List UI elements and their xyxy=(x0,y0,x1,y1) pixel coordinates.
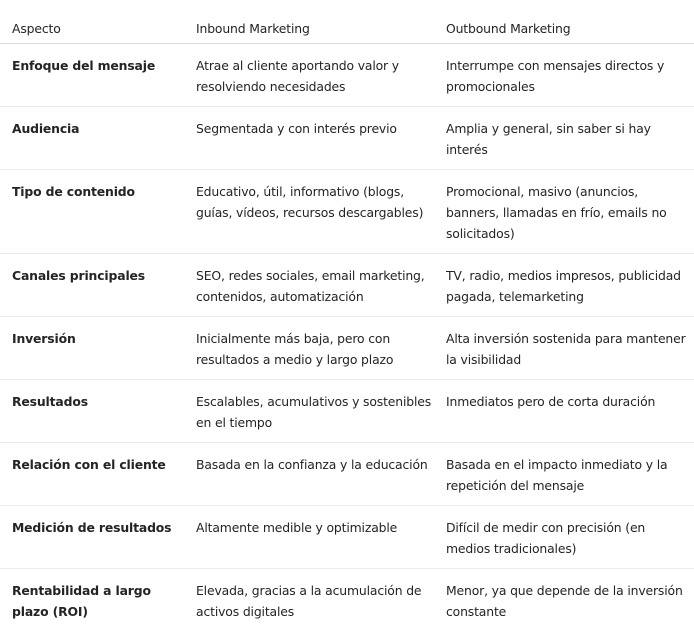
header-outbound: Outbound Marketing xyxy=(445,8,694,44)
table-row xyxy=(0,44,694,107)
row-outbound-cell: TV, radio, medios impresos, publicidad pagada, telemarketing xyxy=(445,254,694,317)
row-aspect-cell: Inversión xyxy=(0,317,195,380)
table-row xyxy=(0,380,694,443)
row-inbound-cell: Segmentada y con interés previo xyxy=(195,107,445,170)
row-aspect-cell: Audiencia xyxy=(0,107,195,170)
row-outbound-cell: Amplia y general, sin saber si hay interés xyxy=(445,107,694,170)
row-outbound-cell: Interrumpe con mensajes directos y promocionales xyxy=(445,44,694,107)
row-outbound-cell: Inmediatos pero de corta duración xyxy=(445,380,694,443)
table-row xyxy=(0,254,694,317)
row-outbound-cell: Promocional, masivo (anuncios, banners, llamadas en frío, emails no solicitados) xyxy=(445,170,694,254)
row-aspect-cell: Rentabilidad a largo plazo (ROI) xyxy=(0,569,195,631)
row-inbound-cell: Educativo, útil, informativo (blogs, guías, vídeos, recursos descargables) xyxy=(195,170,445,254)
table-row xyxy=(0,443,694,506)
header-inbound: Inbound Marketing xyxy=(195,8,445,44)
row-outbound-cell: Alta inversión sostenida para mantener la visibilidad xyxy=(445,317,694,380)
row-aspect-cell: Medición de resultados xyxy=(0,506,195,569)
row-outbound-cell: Basada en el impacto inmediato y la repetición del mensaje xyxy=(445,443,694,506)
row-aspect-cell: Enfoque del mensaje xyxy=(0,44,195,107)
row-inbound-cell: Inicialmente más baja, pero con resultados a medio y largo plazo xyxy=(195,317,445,380)
row-inbound-cell: SEO, redes sociales, email marketing, contenidos, automatización xyxy=(195,254,445,317)
row-inbound-cell: Atrae al cliente aportando valor y resolviendo necesidades xyxy=(195,44,445,107)
comparison-table xyxy=(0,8,694,631)
row-outbound-cell: Difícil de medir con precisión (en medios tradicionales) xyxy=(445,506,694,569)
row-inbound-cell: Escalables, acumulativos y sostenibles en el tiempo xyxy=(195,380,445,443)
row-aspect-cell: Resultados xyxy=(0,380,195,443)
row-inbound-cell: Altamente medible y optimizable xyxy=(195,506,445,569)
header-aspect: Aspecto xyxy=(0,8,195,44)
row-inbound-cell: Basada en la confianza y la educación xyxy=(195,443,445,506)
row-aspect-cell: Relación con el cliente xyxy=(0,443,195,506)
row-aspect-cell: Tipo de contenido xyxy=(0,170,195,254)
table-row xyxy=(0,569,694,631)
table-header-row xyxy=(0,8,694,44)
row-outbound-cell: Menor, ya que depende de la inversión constante xyxy=(445,569,694,631)
row-inbound-cell: Elevada, gracias a la acumulación de activos digitales xyxy=(195,569,445,631)
table-row xyxy=(0,506,694,569)
row-aspect-cell: Canales principales xyxy=(0,254,195,317)
table-row xyxy=(0,170,694,254)
table-row xyxy=(0,107,694,170)
table-row xyxy=(0,317,694,380)
